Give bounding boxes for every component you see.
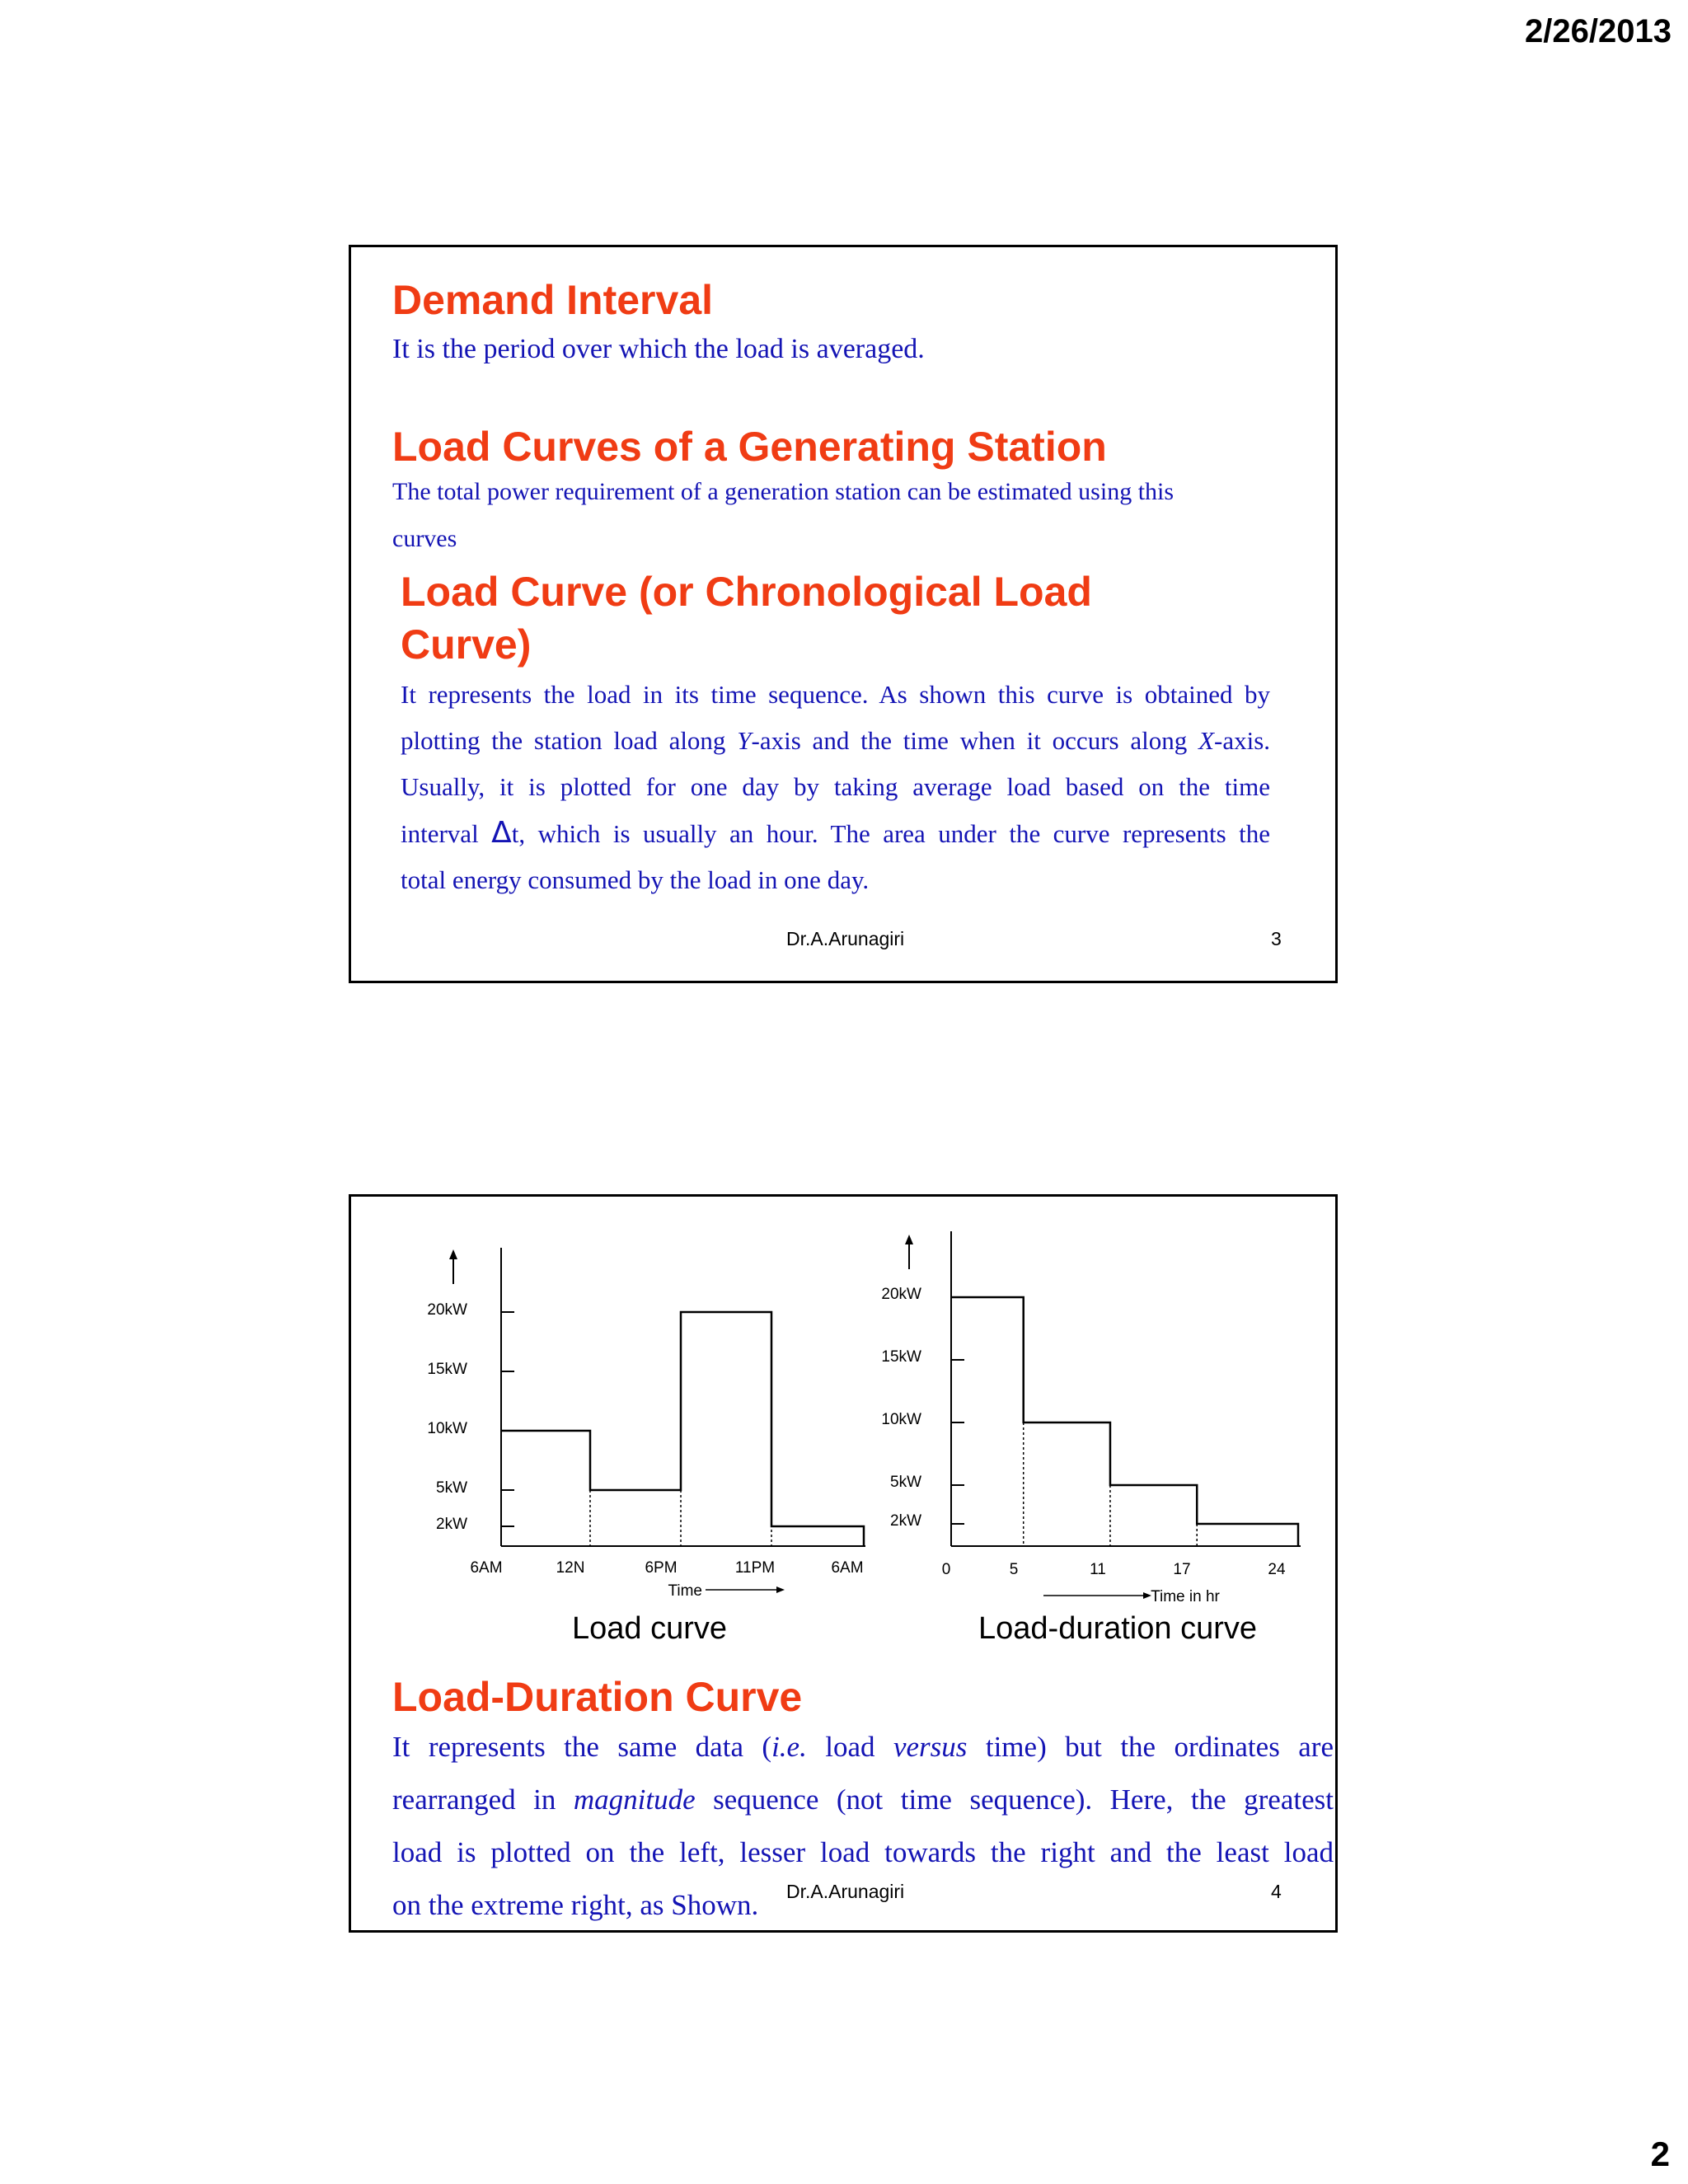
chronological-heading-line1: Load Curve (or Chronological Load: [401, 569, 1092, 615]
demand-interval-text: It is the period over which the load is averaged.: [392, 334, 925, 364]
y-tick-label: 10kW: [427, 1420, 467, 1437]
x-tick-label: 6AM: [831, 1559, 864, 1577]
x-tick-label: 17: [1173, 1561, 1191, 1578]
slide-footer-author: Dr.A.Arunagiri: [786, 928, 905, 949]
chronological-heading-line2: Curve): [401, 621, 532, 668]
y-tick-label: 5kW: [890, 1474, 921, 1491]
y-tick-label: 20kW: [881, 1286, 921, 1303]
x-axis-label: Time in hr: [1151, 1588, 1220, 1605]
chronological-line5: total energy consumed by the load in one day.: [401, 865, 870, 894]
x-axis-label: Time: [668, 1582, 702, 1600]
y-arrow-head: [449, 1249, 457, 1259]
x-tick-label: 12N: [556, 1559, 585, 1577]
y-tick-label: 15kW: [881, 1348, 921, 1366]
x-arrow-head: [776, 1586, 785, 1593]
load-duration-line2: rearranged in magnitude sequence (not time sequence). Here, the greatest: [392, 1783, 1334, 1816]
slide-footer-author: Dr.A.Arunagiri: [786, 1881, 905, 1902]
load-duration-line3: load is plotted on the left, lesser load towards the right and the least load: [392, 1836, 1334, 1868]
load-duration-chart: [881, 1231, 1301, 1646]
load-curves-heading: Load Curves of a Generating Station: [392, 424, 1107, 470]
y-tick-label: 20kW: [427, 1301, 467, 1319]
chronological-line1: It represents the load in its time sequence. As shown this curve is obtained by: [401, 680, 1270, 709]
x-tick-label: 5: [1009, 1561, 1019, 1578]
x-tick-label: 6AM: [470, 1559, 503, 1577]
load-curves-text-line2: curves: [392, 525, 457, 552]
load-curves-text-line1: The total power requirement of a generation station can be estimated using this: [392, 478, 1175, 505]
load-duration-line1: It represents the same data (i.e. load versus time) but the ordinates are: [392, 1731, 1334, 1763]
page-number: 2: [1650, 2135, 1670, 2173]
slide-footer-number: 3: [1271, 928, 1282, 949]
load-duration-heading: Load-Duration Curve: [392, 1674, 803, 1720]
x-tick-label: 11: [1090, 1561, 1106, 1578]
x-tick-label: 24: [1268, 1561, 1286, 1578]
load-curve-line: [501, 1312, 864, 1546]
y-tick-label: 15kW: [427, 1361, 467, 1378]
chronological-line2: plotting the station load along Y-axis and the time when it occurs along X-axis.: [401, 726, 1271, 755]
header-date: 2/26/2013: [1525, 13, 1672, 49]
chronological-line4: interval Δt, which is usually an hour. The area under the curve represents the: [401, 816, 1270, 850]
x-tick-label: 11PM: [734, 1559, 776, 1577]
y-tick-label: 5kW: [436, 1479, 467, 1497]
chronological-heading: [401, 565, 1092, 671]
x-tick-label: 6PM: [645, 1559, 678, 1577]
load-curve-chart: [427, 1248, 865, 1646]
slide-3: [349, 245, 1338, 983]
chart-title: Load curve: [571, 1611, 728, 1646]
y-tick-label: 10kW: [881, 1411, 921, 1428]
chronological-line3: Usually, it is plotted for one day by taking average load based on the time: [401, 772, 1270, 801]
x-tick-label: 0: [941, 1561, 951, 1578]
load-duration-line4: on the extreme right, as Shown.: [392, 1889, 759, 1921]
load-duration-line: [951, 1297, 1298, 1546]
chronological-paragraph: [401, 672, 1270, 903]
y-tick-label: 2kW: [890, 1512, 921, 1530]
demand-interval-heading: Demand Interval: [392, 277, 714, 323]
y-arrow-head: [905, 1235, 913, 1244]
y-tick-label: 2kW: [436, 1516, 467, 1533]
charts-svg: [351, 1197, 1335, 1658]
slide-4: [349, 1194, 1338, 1933]
slide-footer-number: 4: [1271, 1881, 1282, 1902]
chart-title: Load-duration curve: [978, 1611, 1257, 1646]
